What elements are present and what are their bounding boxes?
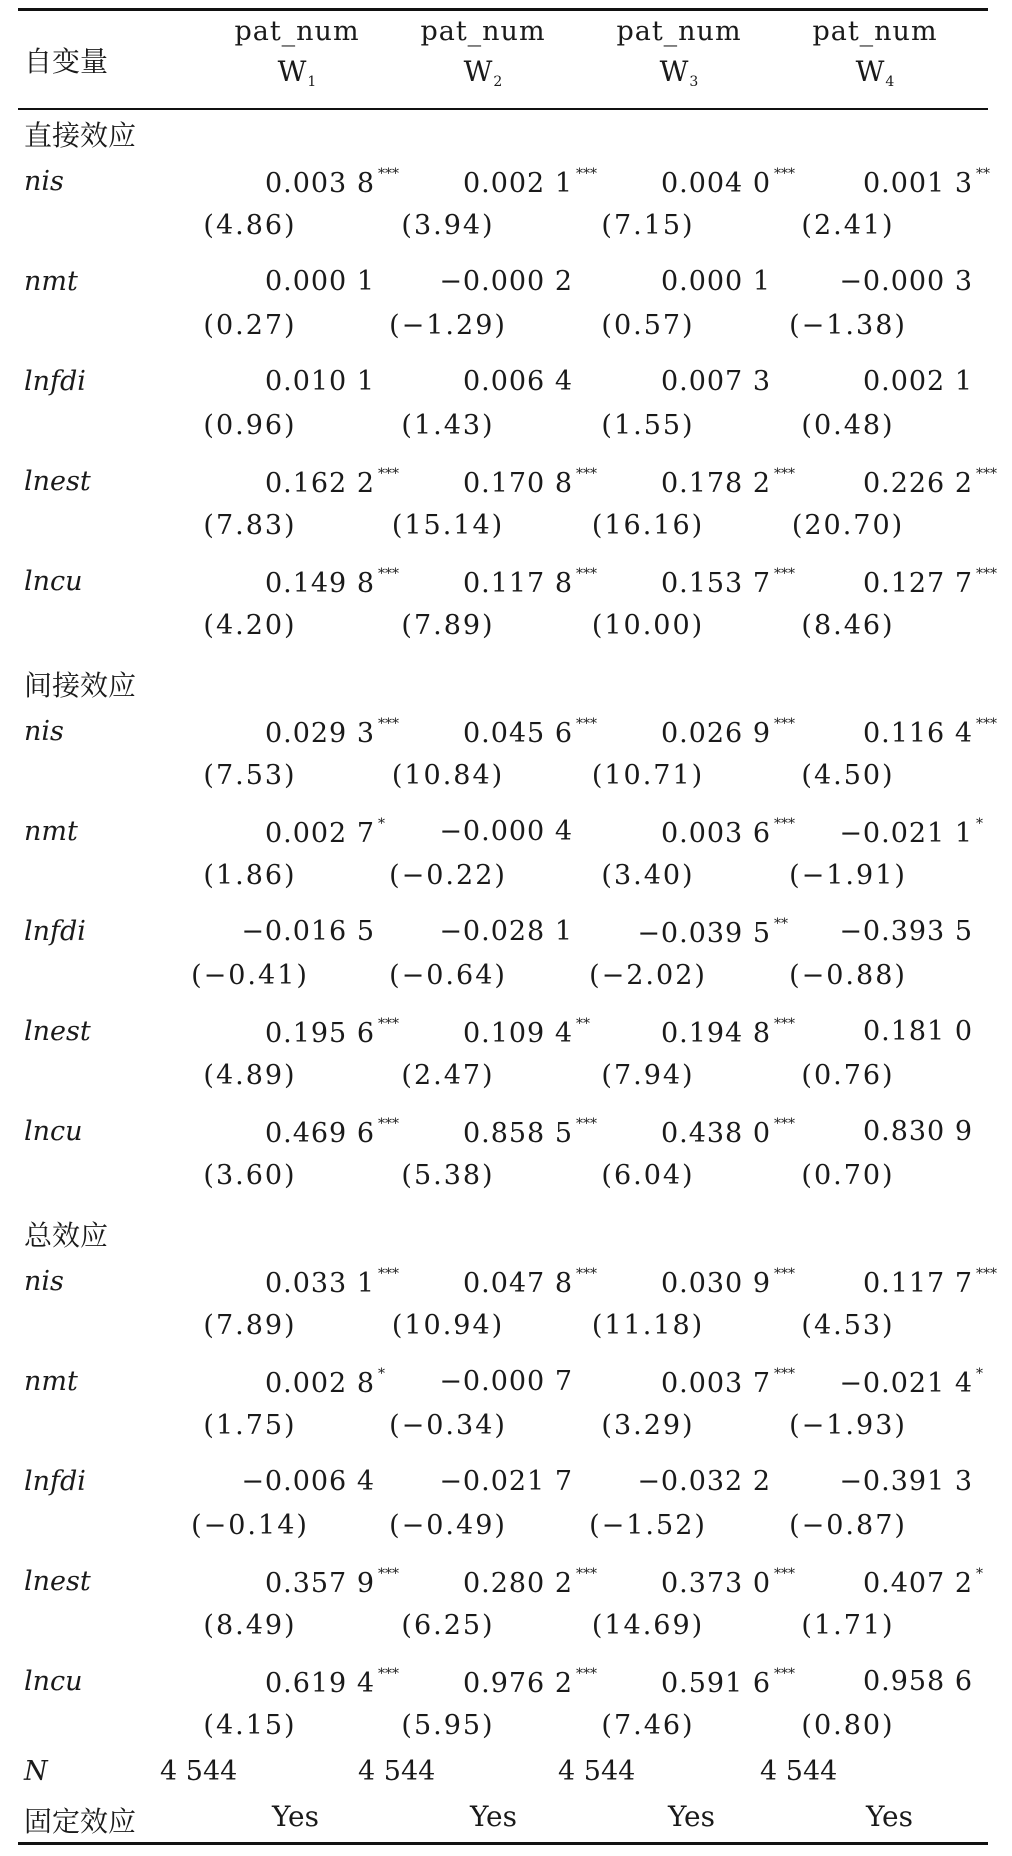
coefficient-cell <box>265 1116 414 1149</box>
coefficient-value: 0.002 8 <box>264 1368 375 1399</box>
coefficient-cell <box>265 166 414 199</box>
coefficient-cell <box>265 1366 414 1399</box>
coefficient-value: −0.021 4 <box>839 1368 973 1399</box>
coefficient-cell <box>439 266 612 297</box>
significance-stars: *** <box>378 1566 399 1582</box>
significance-stars: * <box>976 816 983 832</box>
coefficient-cell <box>265 566 414 599</box>
coefficient-cell <box>863 1116 1012 1147</box>
standard-error-cell: (−1.52) <box>589 1510 707 1541</box>
coefficient-cell <box>265 1016 414 1049</box>
standard-error-cell: (6.25) <box>401 1610 495 1641</box>
coefficient-cell <box>661 466 810 499</box>
coefficient-cell <box>637 916 810 949</box>
coefficient-cell <box>863 166 1012 199</box>
standard-error-cell: (8.49) <box>203 1610 297 1641</box>
coefficient-cell <box>661 716 810 749</box>
significance-stars: * <box>976 1566 983 1582</box>
standard-error-cell: (4.15) <box>203 1710 297 1741</box>
variable-name: nis <box>24 716 64 747</box>
coefficient-cell <box>863 1566 1012 1599</box>
coefficient-value: 0.010 1 <box>264 366 375 397</box>
significance-stars: ** <box>976 166 990 182</box>
significance-stars: *** <box>576 1566 597 1582</box>
significance-stars: *** <box>774 1366 795 1382</box>
coefficient-cell <box>839 816 1012 849</box>
standard-error-cell: (6.04) <box>601 1160 695 1191</box>
fixed-effects-value: Yes <box>866 1800 913 1833</box>
variable-name: lnfdi <box>24 1466 86 1497</box>
coefficient-cell <box>463 1116 612 1149</box>
coefficient-value: −0.032 2 <box>637 1466 771 1497</box>
significance-stars: * <box>378 816 385 832</box>
column-header-3 <box>594 14 764 90</box>
coefficient-cell <box>463 1666 612 1699</box>
coefficient-cell <box>463 466 612 499</box>
standard-error-cell: (4.53) <box>801 1310 895 1341</box>
significance-stars: *** <box>774 1566 795 1582</box>
coefficient-cell <box>463 1016 612 1049</box>
table-header <box>0 14 992 108</box>
coefficient-value: 0.003 7 <box>660 1368 771 1399</box>
standard-error-cell: (−0.49) <box>389 1510 507 1541</box>
coefficient-cell <box>863 466 1012 499</box>
coefficient-value: 0.619 4 <box>264 1668 375 1699</box>
standard-error-cell: (0.96) <box>203 410 297 441</box>
section-title: 间接效应 <box>24 669 137 702</box>
standard-error-cell: (0.48) <box>801 410 895 441</box>
coefficient-cell <box>265 816 414 849</box>
coefficient-value: 0.407 2 <box>862 1568 973 1599</box>
coefficient-value: 0.030 9 <box>660 1268 771 1299</box>
coefficient-value: 0.591 6 <box>660 1668 771 1699</box>
coefficient-value: −0.000 4 <box>439 816 573 847</box>
weight-label: $W_1$ <box>277 55 317 90</box>
coefficient-cell <box>265 1566 414 1599</box>
variable-name: nmt <box>24 816 78 847</box>
significance-stars: *** <box>576 566 597 582</box>
coefficient-value: 0.047 8 <box>462 1268 573 1299</box>
coefficient-value: 0.958 6 <box>862 1666 973 1697</box>
coefficient-value: 0.127 7 <box>862 568 973 599</box>
standard-error-cell: (10.00) <box>591 610 705 641</box>
coefficient-value: 0.002 1 <box>462 168 573 199</box>
coefficient-cell <box>661 1666 810 1699</box>
coefficient-value: −0.016 5 <box>241 916 375 947</box>
variable-name: lncu <box>24 1116 83 1147</box>
standard-error-cell: (20.70) <box>791 510 905 541</box>
fixed-effects-value: Yes <box>272 1800 319 1833</box>
coefficient-value: 0.003 6 <box>660 818 771 849</box>
coefficient-cell <box>265 1266 414 1299</box>
significance-stars: *** <box>378 166 399 182</box>
significance-stars: *** <box>576 166 597 182</box>
significance-stars: *** <box>576 466 597 482</box>
column-header-2 <box>398 14 568 90</box>
coefficient-cell <box>265 366 414 397</box>
standard-error-cell: (−1.38) <box>789 310 907 341</box>
significance-stars: *** <box>976 1266 997 1282</box>
coefficient-value: 0.280 2 <box>462 1568 573 1599</box>
coefficient-cell <box>661 166 810 199</box>
significance-stars: *** <box>774 466 795 482</box>
standard-error-cell: (5.95) <box>401 1710 495 1741</box>
standard-error-cell: (2.41) <box>801 210 895 241</box>
standard-error-cell: (−0.88) <box>789 960 907 991</box>
coefficient-value: 0.149 8 <box>264 568 375 599</box>
coefficient-cell <box>463 716 612 749</box>
coefficient-value: −0.391 3 <box>839 1466 973 1497</box>
coefficient-value: 0.153 7 <box>660 568 771 599</box>
variable-name: nmt <box>24 1366 78 1397</box>
coefficient-cell <box>463 566 612 599</box>
significance-stars: *** <box>378 1116 399 1132</box>
coefficient-value: 0.357 9 <box>264 1568 375 1599</box>
coefficient-value: 0.117 7 <box>862 1268 973 1299</box>
standard-error-cell: (1.71) <box>801 1610 895 1641</box>
significance-stars: *** <box>976 566 997 582</box>
coefficient-cell <box>863 366 1012 397</box>
coefficient-cell <box>439 816 612 847</box>
coefficient-value: 0.109 4 <box>462 1018 573 1049</box>
variable-name: lnest <box>24 1566 91 1597</box>
coefficient-value: 0.162 2 <box>264 468 375 499</box>
coefficient-value: 0.000 1 <box>660 266 771 297</box>
coefficient-cell <box>439 916 612 947</box>
coefficient-cell <box>839 916 1012 947</box>
significance-stars: *** <box>976 716 997 732</box>
standard-error-cell: (15.14) <box>391 510 505 541</box>
dep-var-label: pat_num <box>812 16 938 47</box>
coefficient-value: −0.028 1 <box>439 916 573 947</box>
standard-error-cell: (10.94) <box>391 1310 505 1341</box>
n-value: 4 544 <box>160 1756 238 1787</box>
significance-stars: ** <box>774 916 788 932</box>
coefficient-cell <box>863 1666 1012 1697</box>
coefficient-value: 0.469 6 <box>264 1118 375 1149</box>
coefficient-value: 0.001 3 <box>862 168 973 199</box>
column-header-1 <box>212 14 382 90</box>
coefficient-value: −0.021 7 <box>439 1466 573 1497</box>
standard-error-cell: (−2.02) <box>589 960 707 991</box>
table-bottom-rule <box>18 1842 988 1845</box>
standard-error-cell: (1.75) <box>203 1410 297 1441</box>
coefficient-value: 0.976 2 <box>462 1668 573 1699</box>
standard-error-cell: (7.94) <box>601 1060 695 1091</box>
significance-stars: *** <box>378 1666 399 1682</box>
fixed-effects-value: Yes <box>668 1800 715 1833</box>
coefficient-cell <box>241 1466 414 1497</box>
coefficient-value: 0.226 2 <box>862 468 973 499</box>
standard-error-cell: (0.57) <box>601 310 695 341</box>
standard-error-cell: (7.15) <box>601 210 695 241</box>
variable-name: lnest <box>24 1016 91 1047</box>
coefficient-cell <box>265 1666 414 1699</box>
fixed-effects-value: Yes <box>470 1800 517 1833</box>
coefficient-cell <box>463 1566 612 1599</box>
coefficient-value: 0.000 1 <box>264 266 375 297</box>
coefficient-cell <box>661 366 810 397</box>
coefficient-cell <box>241 916 414 947</box>
standard-error-cell: (−1.91) <box>789 860 907 891</box>
standard-error-cell: (0.27) <box>203 310 297 341</box>
coefficient-value: 0.006 4 <box>462 366 573 397</box>
standard-error-cell: (10.84) <box>391 760 505 791</box>
standard-error-cell: (−0.87) <box>789 1510 907 1541</box>
variable-name: lncu <box>24 566 83 597</box>
significance-stars: *** <box>976 466 997 482</box>
coefficient-value: 0.026 9 <box>660 718 771 749</box>
coefficient-cell <box>661 816 810 849</box>
standard-error-cell: (1.55) <box>601 410 695 441</box>
coefficient-value: 0.178 2 <box>660 468 771 499</box>
standard-error-cell: (0.70) <box>801 1160 895 1191</box>
table-header-rule <box>18 108 988 110</box>
coefficient-cell <box>839 1466 1012 1497</box>
coefficient-value: −0.393 5 <box>839 916 973 947</box>
standard-error-cell: (−1.93) <box>789 1410 907 1441</box>
significance-stars: *** <box>576 716 597 732</box>
weight-label: $W_4$ <box>855 55 895 90</box>
variable-name: nis <box>24 166 64 197</box>
significance-stars: *** <box>378 716 399 732</box>
significance-stars: *** <box>774 566 795 582</box>
standard-error-cell: (3.29) <box>601 1410 695 1441</box>
coefficient-value: 0.029 3 <box>264 718 375 749</box>
significance-stars: *** <box>774 1016 795 1032</box>
standard-error-cell: (0.80) <box>801 1710 895 1741</box>
significance-stars: *** <box>774 816 795 832</box>
significance-stars: *** <box>774 166 795 182</box>
n-value: 4 544 <box>558 1756 636 1787</box>
n-row-label: N <box>24 1756 48 1787</box>
coefficient-value: 0.181 0 <box>862 1016 973 1047</box>
n-value: 4 544 <box>760 1756 838 1787</box>
coefficient-cell <box>439 1466 612 1497</box>
variable-name: lnfdi <box>24 366 86 397</box>
coefficient-value: 0.195 6 <box>264 1018 375 1049</box>
coefficient-cell <box>265 466 414 499</box>
coefficient-cell <box>839 266 1012 297</box>
coefficient-cell <box>265 266 414 297</box>
significance-stars: *** <box>378 1016 399 1032</box>
standard-error-cell: (2.47) <box>401 1060 495 1091</box>
coefficient-value: 0.004 0 <box>660 168 771 199</box>
coefficient-cell <box>265 716 414 749</box>
standard-error-cell: (4.86) <box>203 210 297 241</box>
standard-error-cell: (−0.22) <box>389 860 507 891</box>
coefficient-value: 0.002 7 <box>264 818 375 849</box>
significance-stars: *** <box>378 566 399 582</box>
standard-error-cell: (8.46) <box>801 610 895 641</box>
weight-label: $W_2$ <box>463 55 503 90</box>
dep-var-label: pat_num <box>234 16 360 47</box>
standard-error-cell: (7.89) <box>203 1310 297 1341</box>
fixed-effects-label: 固定效应 <box>24 1805 137 1838</box>
coefficient-value: 0.194 8 <box>660 1018 771 1049</box>
significance-stars: *** <box>378 466 399 482</box>
variable-name: nmt <box>24 266 78 297</box>
standard-error-cell: (7.46) <box>601 1710 695 1741</box>
coefficient-value: 0.116 4 <box>862 718 973 749</box>
section-title: 总效应 <box>24 1219 109 1252</box>
column-header-4 <box>790 14 960 90</box>
coefficient-cell <box>637 1466 810 1497</box>
significance-stars: *** <box>576 1266 597 1282</box>
significance-stars: * <box>976 1366 983 1382</box>
coefficient-value: 0.002 1 <box>862 366 973 397</box>
coefficient-cell <box>661 1566 810 1599</box>
coefficient-value: −0.000 7 <box>439 1366 573 1397</box>
standard-error-cell: (4.89) <box>203 1060 297 1091</box>
significance-stars: *** <box>774 1266 795 1282</box>
coefficient-value: −0.039 5 <box>637 918 771 949</box>
coefficient-cell <box>863 1266 1012 1299</box>
variable-name: lnest <box>24 466 91 497</box>
coefficient-cell <box>463 166 612 199</box>
standard-error-cell: (3.94) <box>401 210 495 241</box>
standard-error-cell: (7.53) <box>203 760 297 791</box>
standard-error-cell: (7.89) <box>401 610 495 641</box>
standard-error-cell: (5.38) <box>401 1160 495 1191</box>
dep-var-label: pat_num <box>420 16 546 47</box>
standard-error-cell: (0.76) <box>801 1060 895 1091</box>
coefficient-value: −0.000 2 <box>439 266 573 297</box>
variable-name: lnfdi <box>24 916 86 947</box>
significance-stars: *** <box>378 1266 399 1282</box>
coefficient-value: −0.000 3 <box>839 266 973 297</box>
coefficient-value: 0.003 8 <box>264 168 375 199</box>
coefficient-value: 0.373 0 <box>660 1568 771 1599</box>
coefficient-value: −0.006 4 <box>241 1466 375 1497</box>
variable-name: nis <box>24 1266 64 1297</box>
coefficient-cell <box>661 1016 810 1049</box>
standard-error-cell: (7.83) <box>203 510 297 541</box>
standard-error-cell: (3.60) <box>203 1160 297 1191</box>
standard-error-cell: (4.20) <box>203 610 297 641</box>
significance-stars: *** <box>774 1666 795 1682</box>
coefficient-value: 0.170 8 <box>462 468 573 499</box>
weight-label: $W_3$ <box>659 55 699 90</box>
coefficient-cell <box>839 1366 1012 1399</box>
standard-error-cell: (1.86) <box>203 860 297 891</box>
coefficient-cell <box>863 566 1012 599</box>
standard-error-cell: (−0.34) <box>389 1410 507 1441</box>
standard-error-cell: (11.18) <box>591 1310 705 1341</box>
n-value: 4 544 <box>358 1756 436 1787</box>
coefficient-value: 0.033 1 <box>264 1268 375 1299</box>
coefficient-cell <box>661 566 810 599</box>
standard-error-cell: (3.40) <box>601 860 695 891</box>
significance-stars: *** <box>576 1116 597 1132</box>
coefficient-cell <box>463 366 612 397</box>
standard-error-cell: (−0.14) <box>191 1510 309 1541</box>
coefficient-value: 0.117 8 <box>462 568 573 599</box>
coefficient-cell <box>463 1266 612 1299</box>
coefficient-cell <box>863 1016 1012 1047</box>
table-top-rule <box>18 8 988 11</box>
significance-stars: *** <box>774 716 795 732</box>
standard-error-cell: (14.69) <box>591 1610 705 1641</box>
significance-stars: ** <box>576 1016 590 1032</box>
standard-error-cell: (10.71) <box>591 760 705 791</box>
coefficient-value: 0.007 3 <box>660 366 771 397</box>
standard-error-cell: (−0.41) <box>191 960 309 991</box>
coefficient-value: −0.021 1 <box>839 818 973 849</box>
coefficient-value: 0.045 6 <box>462 718 573 749</box>
coefficient-cell <box>661 1266 810 1299</box>
coefficient-value: 0.858 5 <box>462 1118 573 1149</box>
standard-error-cell: (16.16) <box>591 510 705 541</box>
coefficient-cell <box>661 1116 810 1149</box>
significance-stars: * <box>378 1366 385 1382</box>
significance-stars: *** <box>576 1666 597 1682</box>
coefficient-cell <box>863 716 1012 749</box>
significance-stars: *** <box>774 1116 795 1132</box>
standard-error-cell: (4.50) <box>801 760 895 791</box>
standard-error-cell: (−1.29) <box>389 310 507 341</box>
standard-error-cell: (1.43) <box>401 410 495 441</box>
coefficient-cell <box>661 266 810 297</box>
section-title: 直接效应 <box>24 119 137 152</box>
dep-var-label: pat_num <box>616 16 742 47</box>
coefficient-cell <box>661 1366 810 1399</box>
coefficient-value: 0.438 0 <box>660 1118 771 1149</box>
standard-error-cell: (−0.64) <box>389 960 507 991</box>
coefficient-cell <box>439 1366 612 1397</box>
variable-name: lncu <box>24 1666 83 1697</box>
coefficient-value: 0.830 9 <box>862 1116 973 1147</box>
row-label-header: 自变量 <box>24 45 109 78</box>
